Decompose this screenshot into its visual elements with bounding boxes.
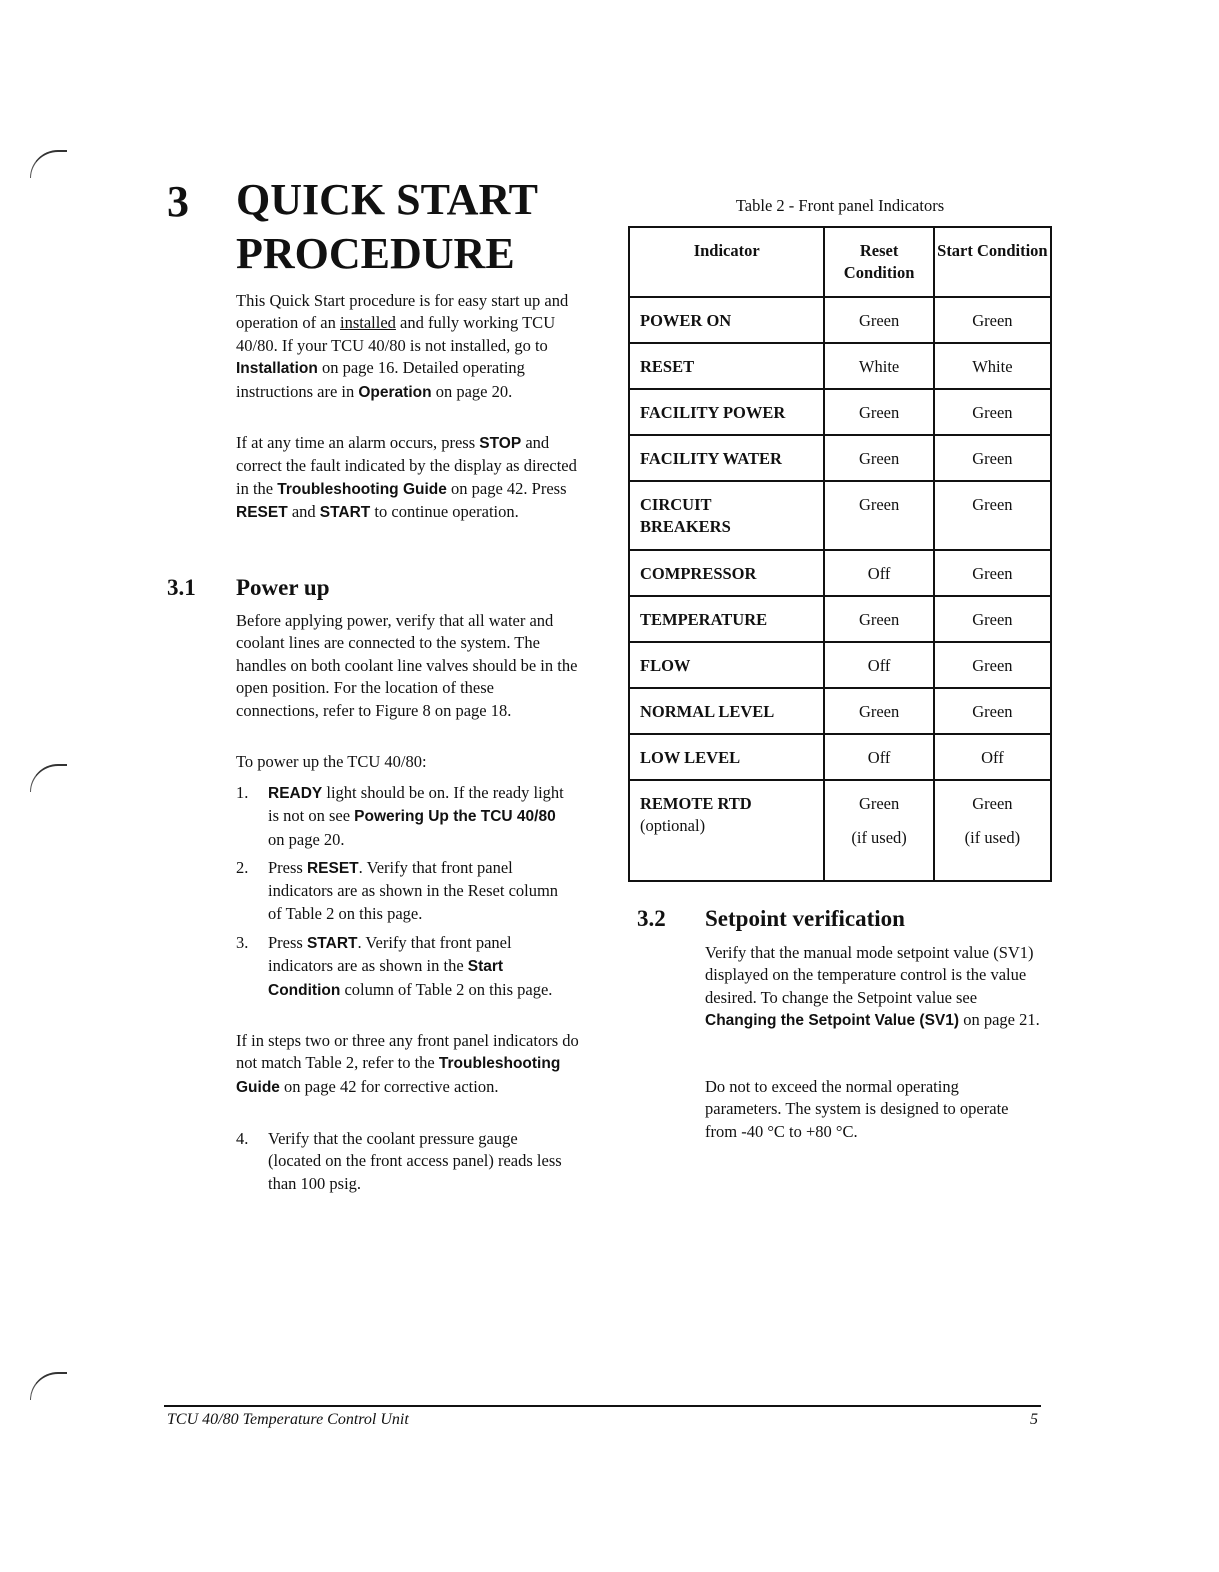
table-row: RESET White White [629, 343, 1051, 389]
section-3-1-title: Power up [236, 575, 330, 600]
table-row: LOW LEVEL Off Off [629, 734, 1051, 780]
table-row-remote-rtd: REMOTE RTD (optional) Green (if used) Green (if used) [629, 780, 1051, 881]
section-3-2-title: Setpoint verification [705, 906, 905, 931]
step-4-number: 4. [236, 1129, 249, 1148]
step-3-number: 3. [236, 933, 249, 952]
section-3-1-number: 3.1 [167, 575, 196, 600]
table-header-row [629, 227, 1051, 297]
binder-hole-top [30, 150, 67, 178]
step-3-text: Press START. Verify that front panel indicators are as shown in the Start Condition column of Table 2 on this page. [268, 933, 553, 999]
intro-paragraph-2: If at any time an alarm occurs, press STOP and correct the fault indicated by the display as directed in the Troubleshooting Guide on page 42. Press RESET and START to continue operation. [236, 433, 577, 522]
power-up-paragraph: Before applying power, verify that all water and coolant lines are connected to the system. The handles on both coolant line valves should be in the open position. For the location of these connections, refer to Figure 8 on page 18. [236, 611, 578, 720]
table-row: FLOW Off Green [629, 642, 1051, 688]
table-row: FACILITY WATER Green Green [629, 435, 1051, 481]
chapter-title-line-2: PROCEDURE [236, 229, 515, 278]
step-1-number: 1. [236, 783, 249, 802]
troubleshooting-paragraph: If in steps two or three any front panel indicators do not match Table 2, refer to the Troubleshooting Guide on page 42 for corrective action. [236, 1031, 579, 1096]
table-row: CIRCUIT BREAKERS Green Green [629, 481, 1051, 550]
page-number: 5 [1030, 1411, 1038, 1428]
front-panel-indicators-table [628, 226, 1052, 882]
binder-hole-bottom [30, 1372, 67, 1400]
table-row: NORMAL LEVEL Green Green [629, 688, 1051, 734]
installation-link-text: Installation [236, 360, 318, 378]
table-row: TEMPERATURE Green Green [629, 596, 1051, 642]
header-indicator: Indicator [629, 227, 824, 297]
operation-link-text: Operation [358, 383, 432, 401]
header-reset-condition: Reset Condition [824, 227, 933, 297]
chapter-title-line-1: QUICK START [236, 175, 539, 224]
step-1-text: READY light should be on. If the ready light is not on see Powering Up the TCU 40/80 on page 20. [268, 783, 564, 849]
step-2-number: 2. [236, 858, 249, 877]
section-3-2-number: 3.2 [637, 906, 666, 931]
binder-hole-middle [30, 764, 67, 792]
table-caption: Table 2 - Front panel Indicators [735, 196, 945, 215]
step-4-text: Verify that the coolant pressure gauge (located on the front access panel) reads less than 100 psig. [268, 1129, 562, 1193]
setpoint-paragraph-2: Do not to exceed the normal operating parameters. The system is designed to operate from -40 °C to +80 °C. [705, 1077, 1009, 1141]
footer-title: TCU 40/80 Temperature Control Unit [167, 1411, 409, 1428]
step-2-text: Press RESET. Verify that front panel indicators are as shown in the Reset column of Table 2 on this page. [268, 858, 559, 923]
header-start-condition: Start Condition [934, 227, 1051, 297]
table-row: COMPRESSOR Off Green [629, 550, 1051, 596]
chapter-title [236, 173, 538, 281]
intro-paragraph-1: This Quick Start procedure is for easy start up and operation of an installed and fully working TCU 40/80. If your TCU 40/80 is not installed, go to Installation on page 16. Detailed operating instructions are in Operation on page 20. [236, 291, 569, 401]
chapter-number: 3 [167, 177, 189, 226]
installed-underline: installed [340, 313, 396, 333]
setpoint-paragraph-1: Verify that the manual mode setpoint value (SV1) displayed on the temperature control is the value desired. To change the Setpoint value see Changing the Setpoint Value (SV1) on page 21. [705, 943, 1040, 1030]
footer-rule [164, 1405, 1041, 1407]
table-row: FACILITY POWER Green Green [629, 389, 1051, 435]
table-row: POWER ON Green Green [629, 297, 1051, 343]
power-up-intro: To power up the TCU 40/80: [236, 752, 427, 771]
